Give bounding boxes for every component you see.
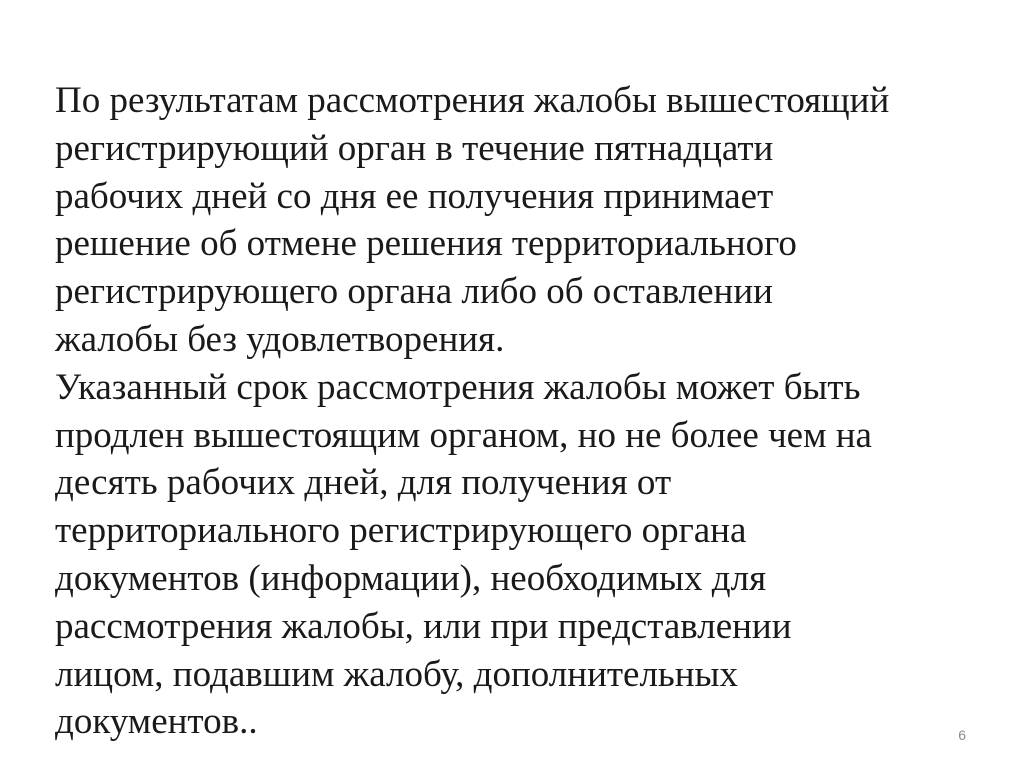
text-line: регистрирующий орган в течение пятнадцати (55, 127, 774, 169)
slide-number: 6 (958, 727, 966, 743)
text-line: документов (информации), необходимых для (55, 557, 767, 599)
slide-body-text (55, 77, 985, 746)
text-line: решение об отмене решения территориального (55, 223, 797, 265)
text-line: десять рабочих дней, для получения от (55, 462, 672, 504)
text-line: рабочих дней со дня ее получения принимает (55, 175, 774, 217)
text-line: документов.. (55, 701, 258, 743)
text-line: продлен вышестоящим органом, но не более чем на (55, 414, 872, 456)
text-line: жалобы без удовлетворения. (55, 318, 505, 360)
text-line: рассмотрения жалобы, или при представлении (55, 605, 792, 647)
text-line: Указанный срок рассмотрения жалобы может быть (55, 366, 861, 408)
text-line: территориального регистрирующего органа (55, 510, 747, 552)
text-line: По результатам рассмотрения жалобы вышестоящий (55, 80, 890, 121)
text-line: регистрирующего органа либо об оставлении (55, 271, 773, 313)
text-line: лицом, подавшим жалобу, дополнительных (55, 653, 738, 695)
